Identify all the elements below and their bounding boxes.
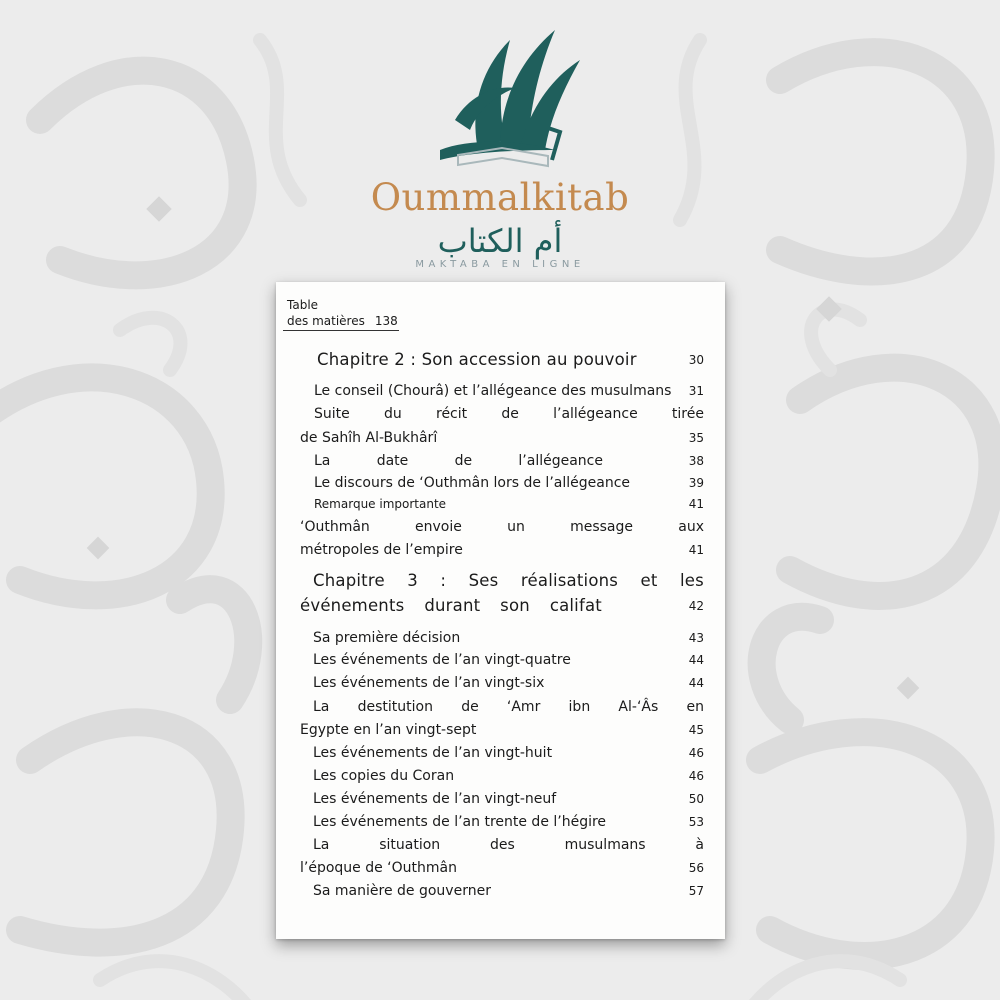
toc-entry bbox=[276, 381, 725, 401]
header-title-line1: Table bbox=[287, 298, 319, 312]
toc-word: l’allégeance bbox=[518, 453, 603, 469]
toc-entry bbox=[276, 428, 725, 448]
toc-word: La bbox=[313, 837, 330, 853]
toc-entry-text bbox=[314, 494, 446, 514]
toc-word: récit bbox=[436, 406, 468, 422]
toc-word: de bbox=[454, 453, 473, 469]
toc-word: son bbox=[500, 596, 530, 615]
toc-entry bbox=[276, 628, 725, 648]
toc-word: Al-‘Âs bbox=[618, 699, 659, 715]
toc-word: Ses bbox=[468, 571, 499, 590]
toc-word: de Sahîh Al-Bukhârî bbox=[300, 430, 438, 446]
toc-word: Le conseil (Chourâ) et l’allégeance des musulmans bbox=[314, 383, 672, 399]
toc-word: métropoles de l’empire bbox=[300, 542, 463, 558]
toc-page-number: 30 bbox=[688, 353, 704, 367]
toc-word: Remarque importante bbox=[314, 497, 447, 511]
toc-entry-text bbox=[313, 812, 606, 832]
toc-entry-text bbox=[313, 743, 552, 763]
toc-page-number: 43 bbox=[688, 631, 704, 645]
toc-entry-text bbox=[317, 350, 637, 370]
toc-word: et bbox=[640, 571, 658, 590]
header-page-number: 138 bbox=[374, 314, 398, 328]
toc-word: situation bbox=[379, 837, 441, 853]
toc-page-number: 45 bbox=[688, 723, 704, 737]
toc-entry bbox=[276, 673, 725, 693]
toc-entry bbox=[276, 789, 725, 809]
toc-entry bbox=[276, 835, 725, 855]
toc-page-number: 46 bbox=[688, 769, 704, 783]
toc-word: l’époque de ‘Outhmân bbox=[300, 860, 457, 876]
toc-word: envoie bbox=[415, 519, 462, 535]
toc-page-number: 44 bbox=[688, 676, 704, 690]
toc-page-number: 39 bbox=[688, 476, 704, 490]
toc-entry bbox=[276, 451, 725, 471]
toc-word: à bbox=[695, 837, 704, 853]
toc-word: les bbox=[680, 571, 704, 590]
toc-page-number: 56 bbox=[688, 861, 704, 875]
header-rule bbox=[283, 330, 399, 331]
toc-entry bbox=[276, 596, 725, 616]
toc-word: destitution bbox=[357, 699, 433, 715]
toc-word: de bbox=[461, 699, 479, 715]
toc-entry bbox=[276, 766, 725, 786]
toc-word: aux bbox=[678, 519, 704, 535]
toc-word: califat bbox=[549, 596, 602, 615]
toc-entry-text bbox=[300, 858, 457, 878]
toc-entry-text bbox=[313, 697, 704, 717]
toc-word: Le discours de ‘Outhmân lors de l’allégeance bbox=[314, 475, 630, 491]
toc-page-number: 35 bbox=[688, 431, 704, 445]
toc-word: La bbox=[313, 699, 330, 715]
toc-entry bbox=[276, 540, 725, 560]
toc-word: date bbox=[376, 453, 409, 469]
toc-entry bbox=[276, 743, 725, 763]
toc-word: de bbox=[501, 406, 519, 422]
toc-entry bbox=[276, 494, 725, 514]
toc-word: Chapitre bbox=[313, 571, 385, 590]
brand-name: Oummalkitab bbox=[370, 176, 630, 219]
header-title-line2 bbox=[287, 314, 398, 328]
toc-word: Egypte en l’an vingt-sept bbox=[300, 722, 477, 738]
toc-word: Suite bbox=[314, 406, 350, 422]
brand-arabic: أم الكتاب bbox=[437, 222, 563, 260]
toc-page-number: 53 bbox=[688, 815, 704, 829]
toc-page-number: 38 bbox=[688, 454, 704, 468]
toc-entry bbox=[276, 571, 725, 591]
toc-word: Chapitre 2 : Son accession au pouvoir bbox=[317, 350, 637, 369]
toc-word: un bbox=[507, 519, 525, 535]
toc-word: événements bbox=[300, 596, 405, 615]
toc-entry-text bbox=[300, 596, 602, 616]
toc-entry-text bbox=[313, 789, 556, 809]
toc-page-number: 57 bbox=[688, 884, 704, 898]
toc-entry bbox=[276, 650, 725, 670]
toc-page-number: 50 bbox=[688, 792, 704, 806]
toc-page-number: 31 bbox=[688, 384, 704, 398]
header-title-text: des matières bbox=[287, 314, 365, 328]
toc-word: Les événements de l’an vingt-quatre bbox=[313, 652, 571, 668]
toc-word: du bbox=[384, 406, 402, 422]
toc-page-number: 42 bbox=[688, 599, 704, 613]
toc-entry bbox=[276, 812, 725, 832]
brand-tagline: MAKTABA EN LIGNE bbox=[415, 259, 585, 270]
toc-entry-text bbox=[314, 451, 603, 471]
toc-page-number: 41 bbox=[688, 497, 704, 511]
toc-entry-text bbox=[313, 881, 491, 901]
toc-word: Les événements de l’an vingt-huit bbox=[313, 745, 553, 761]
toc-entry-text bbox=[313, 650, 571, 670]
toc-word: ibn bbox=[568, 699, 591, 715]
toc-entry-text bbox=[314, 404, 704, 424]
toc-entry-text bbox=[314, 473, 630, 493]
toc-word: Les événements de l’an vingt-six bbox=[313, 675, 545, 691]
toc-entry-text bbox=[314, 381, 671, 401]
toc-word: La bbox=[314, 453, 331, 469]
toc-entry bbox=[276, 858, 725, 878]
toc-entry-text bbox=[300, 540, 463, 560]
toc-entry-text bbox=[313, 673, 544, 693]
toc-word: Les copies du Coran bbox=[313, 768, 455, 784]
toc-word: 3 bbox=[407, 571, 418, 590]
toc-word: l’allégeance bbox=[553, 406, 638, 422]
toc-page-number: 46 bbox=[688, 746, 704, 760]
toc-word: Les événements de l’an vingt-neuf bbox=[313, 791, 557, 807]
toc-entry bbox=[276, 881, 725, 901]
toc-word: Les événements de l’an trente de l’hégire bbox=[313, 814, 607, 830]
toc-word: en bbox=[686, 699, 704, 715]
toc-word: tirée bbox=[671, 406, 704, 422]
toc-word: musulmans bbox=[564, 837, 646, 853]
toc-word: Sa première décision bbox=[313, 630, 461, 646]
toc-word: des bbox=[490, 837, 515, 853]
toc-entry-text bbox=[300, 720, 476, 740]
toc-entry bbox=[276, 473, 725, 493]
toc-entry bbox=[276, 697, 725, 717]
toc-word: Sa manière de gouverner bbox=[313, 883, 491, 899]
toc-word: ‘Outhmân bbox=[300, 519, 370, 535]
toc-page-number: 44 bbox=[688, 653, 704, 667]
toc-entry-text bbox=[300, 517, 704, 537]
toc-entry-text bbox=[313, 571, 704, 591]
book-page bbox=[276, 282, 725, 939]
toc-word: réalisations bbox=[520, 571, 619, 590]
toc-word: ‘Amr bbox=[506, 699, 541, 715]
toc-word: durant bbox=[424, 596, 481, 615]
toc-entry-text bbox=[300, 428, 437, 448]
toc-page-number: 41 bbox=[688, 543, 704, 557]
toc-word: : bbox=[440, 571, 447, 590]
toc-entry bbox=[276, 517, 725, 537]
toc-entry bbox=[276, 404, 725, 424]
toc-entry-text bbox=[313, 835, 704, 855]
toc-entry bbox=[276, 720, 725, 740]
toc-entry-text bbox=[313, 766, 454, 786]
toc-entry bbox=[276, 350, 725, 370]
toc-entry-text bbox=[313, 628, 460, 648]
toc-word: message bbox=[570, 519, 634, 535]
